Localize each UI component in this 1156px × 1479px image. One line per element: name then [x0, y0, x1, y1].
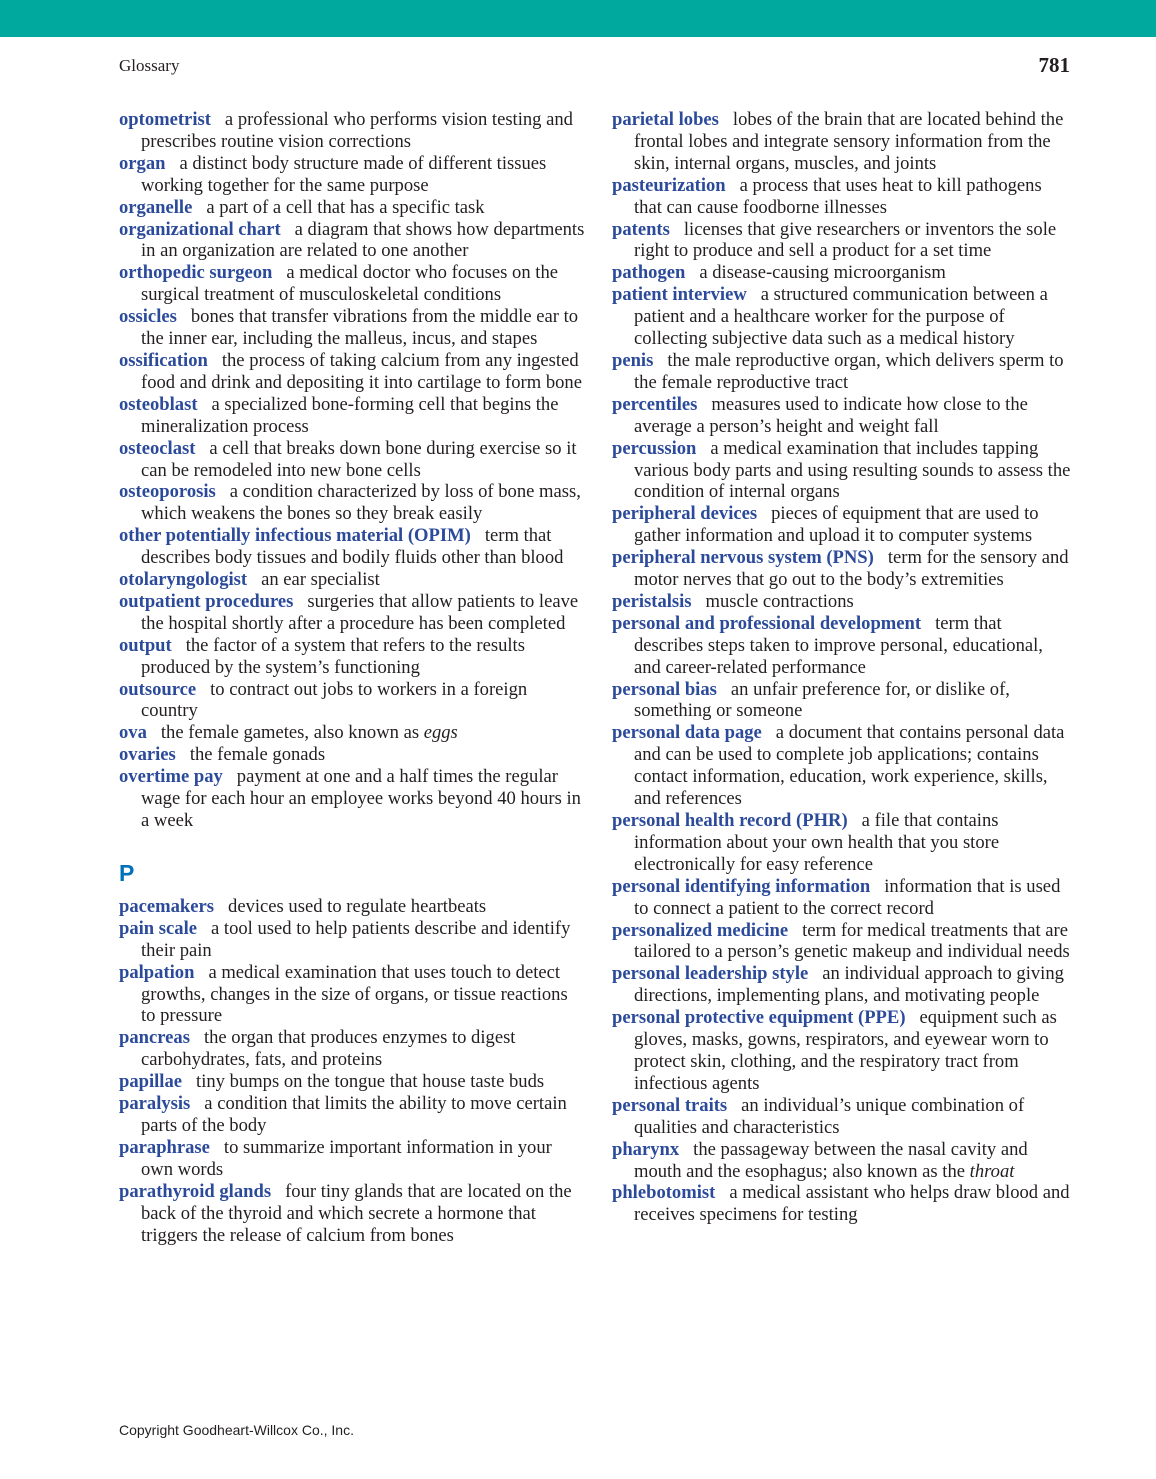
glossary-entry	[612, 350, 1074, 394]
glossary-definition: an individual’s unique combination of qualities and characteristics	[634, 1094, 1025, 1138]
glossary-entry	[612, 1095, 1074, 1139]
glossary-term: optometrist	[119, 109, 211, 130]
glossary-entry	[119, 1027, 585, 1071]
glossary-definition: to contract out jobs to workers in a foreign country	[141, 678, 528, 722]
glossary-definition: pieces of equipment that are used to gather information and upload it to computer systems	[634, 503, 1039, 547]
glossary-definition: a diagram that shows how departments in an organization are related to one another	[141, 218, 585, 262]
glossary-definition: information that is used to connect a patient to the correct record	[634, 875, 1061, 919]
glossary-term: ossification	[119, 349, 208, 371]
header-banner	[0, 0, 1156, 37]
glossary-definition: a disease-causing microorganism	[699, 262, 946, 284]
glossary-definition: a professional who performs vision testing and prescribes routine vision corrections	[141, 109, 573, 152]
glossary-term: output	[119, 634, 172, 656]
glossary-term: papillae	[119, 1071, 183, 1093]
glossary-entry	[119, 635, 585, 679]
glossary-term: orthopedic surgeon	[119, 262, 273, 284]
glossary-definition: an individual approach to giving directions, implementing plans, and motivating people	[634, 963, 1064, 1007]
page-number: 781	[1038, 53, 1070, 77]
glossary-entry	[119, 306, 585, 350]
glossary-term: personal health record (PHR)	[612, 810, 848, 831]
copyright-footer: Copyright Goodheart-Willcox Co., Inc.	[119, 1422, 354, 1438]
glossary-entry	[612, 262, 1074, 284]
glossary-definition: bones that transfer vibrations from the middle ear to the inner ear, including the malleus, incus, and stapes	[141, 306, 579, 350]
glossary-entry	[119, 1093, 585, 1137]
glossary-entry	[612, 810, 1074, 876]
glossary-term: ossicles	[119, 306, 177, 328]
glossary-term: personal traits	[612, 1094, 728, 1116]
glossary-term: patents	[612, 218, 670, 240]
glossary-entry	[119, 744, 585, 766]
glossary-entry	[612, 679, 1074, 723]
glossary-definition: muscle contractions	[705, 590, 854, 612]
glossary-definition: a condition characterized by loss of bone mass, which weakens the bones so they break easily	[141, 481, 581, 525]
glossary-term: pacemakers	[119, 895, 215, 917]
glossary-definition: a structured communication between a patient and a healthcare worker for the purpose of collecting subjective data such as a medical history	[634, 284, 1048, 350]
glossary-term: personalized medicine	[612, 919, 789, 941]
glossary-term: pasteurization	[612, 174, 726, 196]
glossary-entry	[612, 1182, 1074, 1226]
glossary-entry	[119, 766, 585, 832]
glossary-term: pain scale	[119, 917, 197, 939]
glossary-definition: an unfair preference for, or dislike of, something or someone	[634, 678, 1010, 722]
glossary-entry	[119, 1071, 585, 1093]
glossary-entry	[119, 525, 585, 569]
glossary-definition: payment at one and a half times the regular wage for each hour an employee works beyond 40 hours in a week	[141, 766, 581, 831]
glossary-term: personal bias	[612, 678, 717, 700]
glossary-definition: an ear specialist	[261, 569, 380, 591]
glossary-term: outpatient procedures	[119, 590, 294, 612]
glossary-term: paraphrase	[119, 1136, 210, 1158]
glossary-entry	[612, 1007, 1074, 1095]
glossary-entry	[119, 962, 585, 1028]
glossary-entry	[612, 109, 1074, 175]
glossary-term: organelle	[119, 196, 193, 218]
glossary-term: pancreas	[119, 1027, 190, 1049]
glossary-term: personal protective equipment (PPE)	[612, 1007, 906, 1029]
glossary-entry	[612, 503, 1074, 547]
glossary-entry	[119, 262, 585, 306]
glossary-definition: term for the sensory and motor nerves that go out to the body’s extremities	[634, 547, 1069, 591]
glossary-definition: the passageway between the nasal cavity and mouth and the esophagus; also known as the	[634, 1138, 1028, 1182]
glossary-definition: surgeries that allow patients to leave the hospital shortly after a procedure has been completed	[141, 590, 579, 634]
glossary-entry	[612, 613, 1074, 679]
glossary-term: osteoporosis	[119, 481, 216, 503]
glossary-term: penis	[612, 349, 654, 371]
glossary-entry	[119, 1137, 585, 1181]
glossary-term: pathogen	[612, 262, 686, 284]
glossary-definition: term that describes body tissues and bodily fluids other than blood	[141, 525, 564, 569]
glossary-term: personal data page	[612, 722, 762, 744]
glossary-entry	[119, 394, 585, 438]
glossary-entry	[119, 679, 585, 723]
glossary-definition: a cell that breaks down bone during exercise so it can be remodeled into new bone cells	[141, 437, 577, 481]
glossary-term: personal and professional development	[612, 612, 922, 634]
glossary-entry	[119, 219, 585, 263]
running-head: Glossary	[119, 56, 180, 75]
glossary-definition: a medical examination that includes tapping various body parts and using resulting sounds to assess the condition of internal organs	[634, 437, 1071, 503]
glossary-term: paralysis	[119, 1093, 191, 1115]
glossary-entry	[612, 219, 1074, 263]
glossary-term: osteoclast	[119, 437, 196, 459]
glossary-definition: devices used to regulate heartbeats	[228, 895, 487, 917]
glossary-definition: the female gonads	[189, 744, 326, 766]
glossary-entry	[119, 481, 585, 525]
glossary-definition: the organ that produces enzymes to digest carbohydrates, fats, and proteins	[141, 1027, 516, 1071]
glossary-definition: a process that uses heat to kill pathogens that can cause foodborne illnesses	[634, 174, 1042, 218]
glossary-entry	[612, 963, 1074, 1007]
glossary-definition: a medical examination that uses touch to detect growths, changes in the size of organs, or tissue reactions to pressure	[141, 961, 568, 1027]
glossary-term: personal leadership style	[612, 963, 809, 985]
glossary-definition: to summarize important information in your own words	[141, 1136, 552, 1180]
glossary-entry	[119, 1181, 585, 1247]
glossary-entry	[612, 876, 1074, 920]
glossary-definition: the female gametes, also known as	[160, 722, 424, 744]
glossary-term: peristalsis	[612, 590, 692, 612]
glossary-entry	[119, 722, 585, 744]
glossary-entry	[119, 918, 585, 962]
glossary-term: palpation	[119, 961, 195, 983]
glossary-term: organizational chart	[119, 218, 281, 240]
glossary-term: peripheral devices	[612, 503, 758, 525]
glossary-term: percentiles	[612, 393, 698, 415]
glossary-term: overtime pay	[119, 766, 223, 788]
glossary-entry	[119, 591, 585, 635]
glossary-term: peripheral nervous system (PNS)	[612, 547, 874, 569]
glossary-column-right	[612, 109, 1074, 1226]
glossary-term: personal identifying information	[612, 875, 871, 897]
glossary-entry	[612, 547, 1074, 591]
glossary-entry	[119, 350, 585, 394]
glossary-term: osteoblast	[119, 393, 198, 415]
glossary-definition: a file that contains information about your own health that you store electronically for easy reference	[634, 810, 1000, 875]
glossary-entry	[119, 109, 585, 153]
glossary-definition: licenses that give researchers or inventors the sole right to produce and sell a product for a set time	[634, 218, 1057, 262]
glossary-definition-italic: throat	[969, 1160, 1015, 1182]
glossary-entry	[119, 896, 585, 918]
glossary-term: other potentially infectious material (OPIM)	[119, 525, 471, 547]
glossary-term: phlebotomist	[612, 1182, 716, 1204]
glossary-definition: a tool used to help patients describe and identify their pain	[141, 917, 571, 961]
glossary-definition: a medical doctor who focuses on the surgical treatment of musculoskeletal conditions	[141, 262, 558, 306]
glossary-column-left	[119, 109, 585, 1246]
glossary-definition: a distinct body structure made of different tissues working together for the same purpose	[141, 152, 547, 196]
glossary-term: outsource	[119, 678, 197, 700]
glossary-definition: term that describes steps taken to improve personal, educational, and career-related performance	[634, 612, 1043, 678]
glossary-definition: the male reproductive organ, which delivers sperm to the female reproductive tract	[634, 349, 1064, 393]
section-letter-heading: P	[119, 859, 135, 886]
glossary-term: otolaryngologist	[119, 569, 248, 591]
glossary-entry	[612, 920, 1074, 964]
glossary-entry	[119, 438, 585, 482]
glossary-entry	[612, 438, 1074, 504]
glossary-entry	[119, 153, 585, 197]
glossary-entry	[119, 197, 585, 219]
glossary-term: parathyroid glands	[119, 1180, 272, 1202]
glossary-term: ovaries	[119, 744, 176, 766]
glossary-definition: a medical assistant who helps draw blood and receives specimens for testing	[634, 1182, 1070, 1226]
glossary-definition: a part of a cell that has a specific task	[206, 196, 485, 218]
glossary-definition: equipment such as gloves, masks, gowns, respirators, and eyewear worn to protect skin, clothing, and the respiratory tract from infectious agents	[634, 1007, 1057, 1094]
glossary-entry	[612, 284, 1074, 350]
glossary-definition: measures used to indicate how close to the average a person’s height and weight fall	[634, 393, 1028, 437]
glossary-term: ova	[119, 722, 147, 744]
glossary-definition: term for medical treatments that are tailored to a person’s genetic makeup and individual needs	[634, 919, 1070, 963]
glossary-entry	[612, 722, 1074, 810]
glossary-entry	[612, 394, 1074, 438]
glossary-entry	[612, 1139, 1074, 1183]
glossary-term: pharynx	[612, 1138, 680, 1160]
glossary-definition: the factor of a system that refers to the results produced by the system’s functioning	[141, 634, 525, 678]
glossary-entry	[612, 591, 1074, 613]
glossary-term: patient interview	[612, 284, 747, 306]
glossary-definition: a condition that limits the ability to move certain parts of the body	[141, 1093, 567, 1136]
glossary-definition: tiny bumps on the tongue that house taste buds	[196, 1071, 545, 1093]
glossary-definition-italic: eggs	[423, 722, 458, 744]
glossary-term: parietal lobes	[612, 109, 719, 130]
glossary-entry	[119, 569, 585, 591]
glossary-term: organ	[119, 152, 166, 174]
glossary-entry	[612, 175, 1074, 219]
glossary-definition: lobes of the brain that are located behind the frontal lobes and integrate sensory information from the skin, internal organs, muscles, and joints	[634, 109, 1064, 174]
glossary-definition: a specialized bone-forming cell that begins the mineralization process	[141, 393, 559, 437]
glossary-definition: the process of taking calcium from any ingested food and drink and depositing it into cartilage to form bone	[141, 349, 582, 393]
glossary-definition: a document that contains personal data and can be used to complete job applications; contains contact information, education, work experience, skills, and references	[634, 722, 1065, 810]
glossary-term: percussion	[612, 437, 697, 459]
glossary-definition: four tiny glands that are located on the back of the thyroid and which secrete a hormone that triggers the release of calcium from bones	[141, 1180, 572, 1246]
